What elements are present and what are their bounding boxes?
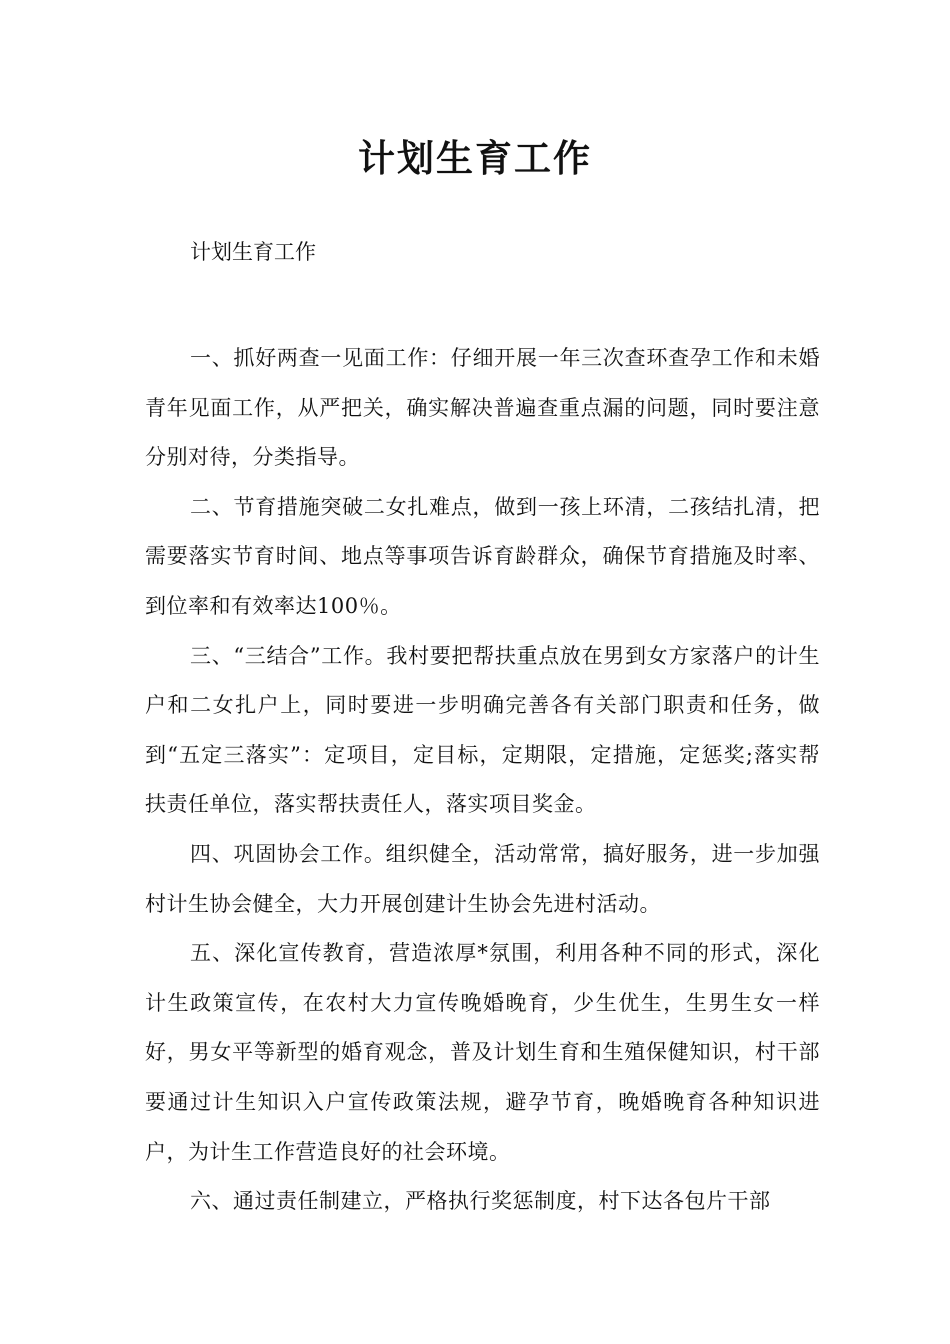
paragraph-3: 三、“三结合”工作。我村要把帮扶重点放在男到女方家落户的计生户和二女扎户上，同时要进一步明确完善各有关部门职责和任务，做到“五定三落实”：定项目，定目标，定期限，定措施，定惩奖;落实帮扶责任单位，落实帮扶责任人，落实项目奖金。 [145, 643, 820, 817]
paragraph-5: 五、深化宣传教育，营造浓厚*氛围，利用各种不同的形式，深化计生政策宣传，在农村大力宣传晚婚晚育，少生优生，生男生女一样好，男女平等新型的婚育观念，普及计划生育和生殖保健知识，村干部要通过计生知识入户宣传政策法规，避孕节育，晚婚晚育各种知识进户，为计生工作营造良好的社会环境。 [145, 941, 820, 1164]
paragraph-4: 四、巩固协会工作。组织健全，活动常常，搞好服务，进一步加强村计生协会健全，大力开展创建计生协会先进村活动。 [145, 841, 820, 916]
paragraph-6: 六、通过责任制建立，严格执行奖惩制度，村下达各包片干部 [190, 1189, 771, 1214]
document-title: 计划生育工作 [358, 137, 592, 180]
document-body [145, 334, 820, 1227]
paragraph-1: 一、抓好两查一见面工作：仔细开展一年三次查环查孕工作和未婚青年见面工作，从严把关，确实解决普遍查重点漏的问题，同时要注意分别对待，分类指导。 [145, 346, 820, 470]
paragraph-2: 二、节育措施突破二女扎难点，做到一孩上环清，二孩结扎清，把需要落实节育时间、地点等事项告诉育龄群众，确保节育措施及时率、到位率和有效率达100％。 [145, 494, 820, 618]
document-subtitle: 计划生育工作 [190, 240, 316, 264]
